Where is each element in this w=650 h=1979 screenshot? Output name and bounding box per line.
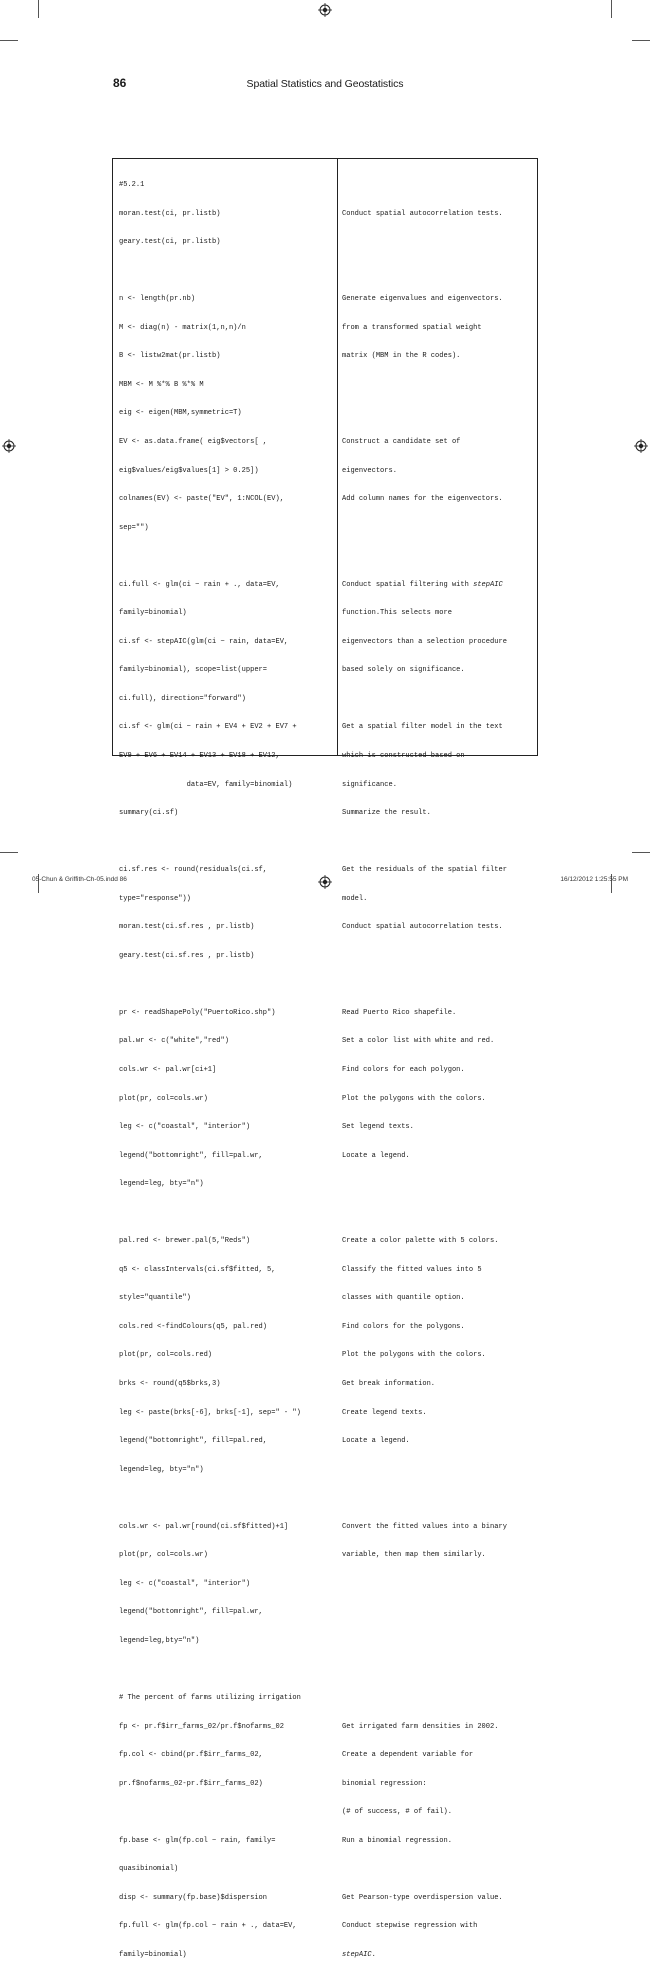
description-line	[342, 1665, 536, 1675]
code-line: legend("bottomright", fill=pal.red,	[119, 1437, 268, 1446]
code-line	[119, 980, 333, 990]
description-line: Set legend texts.	[342, 1123, 414, 1132]
code-line: ci.sf <- glm(ci ~ rain + EV4 + EV2 + EV7 +	[119, 723, 297, 732]
code-line: disp <- summary(fp.base)$dispersion	[119, 1893, 268, 1902]
description-line: Find colors for each polygon.	[342, 1065, 465, 1074]
code-line: eig <- eigen(MBM,symmetric=T)	[119, 409, 242, 418]
crop-mark-top-left-h	[0, 40, 18, 41]
code-line: plot(pr, col=cols.wr)	[119, 1551, 208, 1560]
code-line: sep="")	[119, 523, 149, 532]
crop-mark-bottom-right-h	[632, 852, 650, 853]
code-line: #5.2.1	[119, 181, 145, 190]
description-line: Find colors for the polygons.	[342, 1322, 465, 1331]
code-line: fp.full <- glm(fp.col ~ rain + ., data=EV,	[119, 1922, 297, 1931]
code-table	[112, 158, 538, 1959]
description-line: (# of success, # of fail).	[342, 1808, 452, 1817]
description-line	[342, 1637, 536, 1647]
registration-mark-right-icon	[634, 439, 648, 453]
description-line	[342, 1209, 536, 1219]
crop-mark-top-left-v	[38, 0, 39, 18]
code-line: colnames(EV) <- paste("EV", 1:NCOL(EV),	[119, 495, 284, 504]
description-line: matrix (MBM in the R codes).	[342, 352, 461, 361]
description-line	[342, 552, 536, 562]
code-line: leg <- c("coastal", "interior")	[119, 1123, 251, 1132]
code-line: legend=leg, bty="n")	[119, 1180, 204, 1189]
code-line: pr.f$nofarms_02-pr.f$irr_farms_02)	[119, 1779, 263, 1788]
code-line: eig$values/eig$values[1] > 0.25])	[119, 466, 259, 475]
description-line	[342, 838, 536, 848]
description-line	[342, 980, 536, 990]
description-line	[342, 409, 536, 419]
code-line: plot(pr, col=cols.red)	[119, 1351, 213, 1360]
code-line: fp <- pr.f$irr_farms_02/pr.f$nofarms_02	[119, 1722, 284, 1731]
description-line: Locate a legend.	[342, 1151, 410, 1160]
description-line: Get irrigated farm densities in 2002.	[342, 1722, 499, 1731]
description-line: Run a binomial regression.	[342, 1836, 452, 1845]
description-period: .	[371, 1950, 376, 1959]
description-line: function.This selects more	[342, 609, 452, 618]
description-line: Plot the polygons with the colors.	[342, 1094, 486, 1103]
description-column	[342, 162, 536, 1979]
code-line: leg <- paste(brks[-6], brks[-1], sep=" - ")	[119, 1408, 301, 1417]
description-line: Get Pearson-type overdispersion value.	[342, 1893, 503, 1902]
description-line	[342, 695, 536, 705]
code-line: plot(pr, col=cols.wr)	[119, 1094, 208, 1103]
description-line	[342, 381, 536, 391]
description-line	[342, 238, 536, 248]
code-line: geary.test(ci.sf.res , pr.listb)	[119, 951, 255, 960]
description-line	[342, 1180, 536, 1190]
page-number: 86	[113, 76, 127, 90]
description-line: Conduct spatial autocorrelation tests.	[342, 923, 503, 932]
description-line: model.	[342, 894, 368, 903]
description-line: Get a spatial filter model in the text	[342, 723, 503, 732]
code-line: B <- listw2mat(pr.listb)	[119, 352, 221, 361]
description-line: eigenvectors.	[342, 466, 397, 475]
code-line	[119, 552, 333, 562]
description-line: significance.	[342, 780, 397, 789]
code-line: M <- diag(n) - matrix(1,n,n)/n	[119, 323, 246, 332]
code-line: type="response"))	[119, 894, 191, 903]
crop-mark-bottom-left-h	[0, 852, 18, 853]
code-line: ci.full), direction="forward")	[119, 694, 246, 703]
code-line	[119, 1494, 333, 1504]
description-line: from a transformed spatial weight	[342, 323, 482, 332]
description-line: based solely on significance.	[342, 666, 465, 675]
code-line: cols.red <-findColours(q5, pal.red)	[119, 1322, 268, 1331]
registration-mark-top-icon	[318, 3, 332, 17]
code-line	[119, 1665, 333, 1675]
description-line: Plot the polygons with the colors.	[342, 1351, 486, 1360]
registration-mark-left-icon	[2, 439, 16, 453]
code-column	[119, 162, 333, 1979]
code-line	[119, 1808, 333, 1818]
description-line	[342, 1580, 536, 1590]
description-line	[342, 581, 536, 591]
footer-file-slug: 05-Chun & Griffith-Ch-05.indd 86	[32, 876, 127, 883]
description-line: Generate eigenvalues and eigenvectors.	[342, 295, 503, 304]
code-line: pr <- readShapePoly("PuertoRico.shp")	[119, 1008, 276, 1017]
code-line: family=binomial), scope=list(upper=	[119, 666, 268, 675]
code-line: leg <- c("coastal", "interior")	[119, 1579, 251, 1588]
description-line: Conduct stepwise regression with	[342, 1922, 478, 1931]
description-line	[342, 181, 536, 191]
code-line: pal.red <- brewer.pal(5,"Reds")	[119, 1237, 251, 1246]
description-line: Set a color list with white and red.	[342, 1037, 495, 1046]
description-line	[342, 524, 536, 534]
description-line: which is constructed based on	[342, 751, 465, 760]
description-line: Get the residuals of the spatial filter	[342, 866, 507, 875]
code-line	[119, 838, 333, 848]
footer-timestamp: 16/12/2012 1:25:55 PM	[560, 876, 628, 883]
description-line: Create a color palette with 5 colors.	[342, 1237, 499, 1246]
code-line: legend("bottomright", fill=pal.wr,	[119, 1151, 263, 1160]
code-line: ci.sf.res <- round(residuals(ci.sf,	[119, 866, 268, 875]
code-line: # The percent of farms utilizing irrigation	[119, 1694, 301, 1703]
code-line: quasibinomial)	[119, 1865, 179, 1874]
description-line	[342, 1608, 536, 1618]
code-line: EV <- as.data.frame( eig$vectors[ ,	[119, 437, 268, 446]
code-line: EV9 + EV6 + EV14 + EV13 + EV18 + EV12,	[119, 751, 280, 760]
description-line	[342, 1494, 536, 1504]
code-line: ci.full <- glm(ci ~ rain + ., data=EV,	[119, 580, 280, 589]
description-text: Conduct spatial filtering with	[342, 580, 474, 589]
description-line: Create a dependent variable for	[342, 1751, 474, 1760]
code-line: moran.test(ci, pr.listb)	[119, 209, 221, 218]
description-line: Conduct spatial autocorrelation tests.	[342, 209, 503, 218]
code-line: fp.base <- glm(fp.col ~ rain, family=	[119, 1836, 276, 1845]
description-line: binomial regression:	[342, 1779, 427, 1788]
code-line: brks <- round(q5$brks,3)	[119, 1380, 221, 1388]
code-line: MBM <- M %*% B %*% M	[119, 380, 204, 389]
code-line: family=binomial)	[119, 1950, 187, 1959]
column-divider	[337, 159, 338, 755]
code-line: legend=leg,bty="n")	[119, 1636, 200, 1645]
code-line	[119, 267, 333, 277]
crop-mark-top-right-h	[632, 40, 650, 41]
code-line: cols.wr <- pal.wr[ci+1]	[119, 1065, 217, 1074]
code-line: summary(ci.sf)	[119, 809, 179, 818]
code-line: q5 <- classIntervals(ci.sf$fitted, 5,	[119, 1265, 276, 1274]
description-line: Convert the fitted values into a binary	[342, 1522, 507, 1531]
running-head: Spatial Statistics and Geostatistics	[246, 78, 404, 90]
code-line: n <- length(pr.nb)	[119, 295, 196, 304]
description-line: variable, then map them similarly.	[342, 1551, 486, 1560]
code-line: moran.test(ci.sf.res , pr.listb)	[119, 923, 255, 932]
description-line: Create legend texts.	[342, 1408, 427, 1417]
stepaic-term: stepAIC	[473, 580, 503, 589]
crop-mark-top-right-v	[611, 0, 612, 18]
description-line	[342, 1865, 536, 1875]
code-line	[119, 1209, 333, 1219]
code-line: data=EV, family=binomial)	[119, 780, 293, 789]
code-line: legend=leg, bty="n")	[119, 1465, 204, 1474]
description-line: Add column names for the eigenvectors.	[342, 495, 503, 504]
description-line: classes with quantile option.	[342, 1294, 465, 1303]
description-line	[342, 1466, 536, 1476]
description-line	[342, 952, 536, 962]
description-line: Construct a candidate set of	[342, 437, 461, 446]
description-line: Summarize the result.	[342, 809, 431, 818]
description-line: Classify the fitted values into 5	[342, 1265, 482, 1274]
description-line: Locate a legend.	[342, 1437, 410, 1446]
code-line: family=binomial)	[119, 609, 187, 618]
description-line: Read Puerto Rico shapefile.	[342, 1008, 457, 1017]
description-line: eigenvectors than a selection procedure	[342, 637, 507, 646]
code-line: legend("bottomright", fill=pal.wr,	[119, 1608, 263, 1617]
code-line: pal.wr <- c("white","red")	[119, 1037, 229, 1046]
code-line: style="quantile")	[119, 1294, 191, 1303]
code-line: fp.col <- cbind(pr.f$irr_farms_02,	[119, 1751, 263, 1760]
code-line: cols.wr <- pal.wr[round(ci.sf$fitted)+1]	[119, 1522, 289, 1531]
code-line: ci.sf <- stepAIC(glm(ci ~ rain, data=EV,	[119, 637, 289, 646]
stepaic-term: stepAIC	[342, 1950, 372, 1959]
description-line	[342, 1951, 536, 1961]
code-line: geary.test(ci, pr.listb)	[119, 238, 221, 247]
description-line: Get break information.	[342, 1380, 436, 1388]
description-line	[342, 1694, 536, 1704]
description-line	[342, 267, 536, 277]
